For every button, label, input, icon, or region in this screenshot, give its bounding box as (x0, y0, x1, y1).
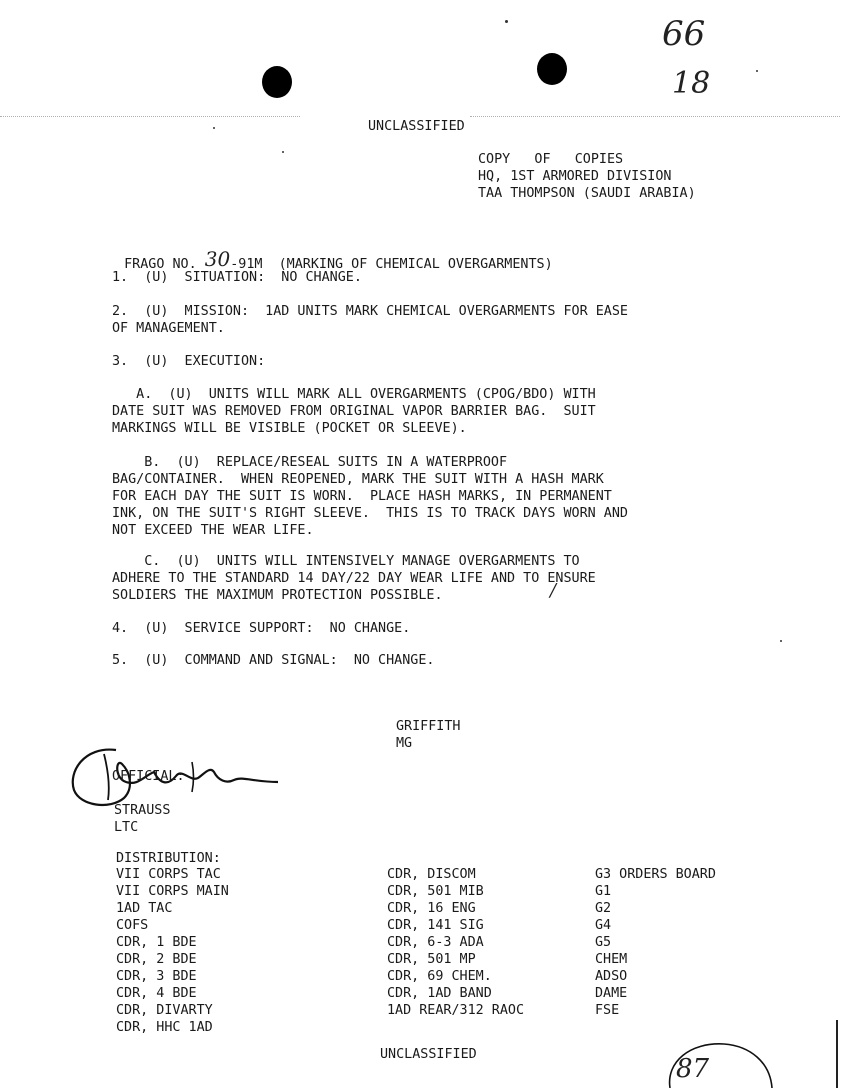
official-rank: LTC (114, 820, 139, 835)
classification-bottom: UNCLASSIFIED (380, 1047, 477, 1062)
paragraph-3b-line-2: BAG/CONTAINER. WHEN REOPENED, MARK THE SUIT WITH A HASH MARK (112, 472, 604, 487)
punch-hole-left (262, 66, 292, 98)
distribution-item: CDR, 1AD BAND (387, 986, 492, 1001)
commander-rank: MG (396, 736, 413, 751)
distribution-item: CHEM (595, 952, 628, 967)
paragraph-3b-line-1: B. (U) REPLACE/RESEAL SUITS IN A WATERPROOF (112, 455, 508, 470)
paragraph-3b-line-4: INK, ON THE SUIT'S RIGHT SLEEVE. THIS IS TO TRACK DAYS WORN AND (112, 506, 628, 521)
paragraph-3b-line-3: FOR EACH DAY THE SUIT IS WORN. PLACE HASH MARKS, IN PERMANENT (112, 489, 612, 504)
distribution-item: CDR, 16 ENG (387, 901, 476, 916)
paragraph-3a-line-2: DATE SUIT WAS REMOVED FROM ORIGINAL VAPOR BARRIER BAG. SUIT (112, 404, 596, 419)
handwritten-check-mark: / (550, 580, 557, 601)
official-name: STRAUSS (114, 803, 171, 818)
distribution-item: VII CORPS MAIN (116, 884, 229, 899)
paragraph-2-line-2: OF MANAGEMENT. (112, 321, 225, 336)
distribution-item: 1AD TAC (116, 901, 173, 916)
scan-speck (213, 127, 215, 129)
punch-hole-right (537, 53, 567, 85)
handwritten-page-mark-top: 66 (662, 14, 706, 54)
distribution-item: ADSO (595, 969, 628, 984)
paragraph-1-situation: 1. (U) SITUATION: NO CHANGE. (112, 270, 362, 285)
distribution-item: CDR, 6-3 ADA (387, 935, 484, 950)
commander-name: GRIFFITH (396, 719, 461, 734)
distribution-column-2 (387, 866, 524, 1019)
paragraph-3a-line-1: A. (U) UNITS WILL MARK ALL OVERGARMENTS (CPOG/BDO) WITH (112, 387, 596, 402)
scan-margin-bar (836, 1020, 838, 1088)
distribution-item: CDR, 501 MP (387, 952, 476, 967)
official-label: OFFICIAL: (112, 769, 185, 784)
copy-line: COPY OF COPIES (478, 152, 624, 167)
frago-suffix: -91M (MARKING OF CHEMICAL OVERGARMENTS) (230, 257, 553, 272)
distribution-column-1 (116, 866, 229, 1036)
distribution-item: CDR, 141 SIG (387, 918, 484, 933)
scan-speck (756, 70, 758, 72)
location-line: TAA THOMPSON (SAUDI ARABIA) (478, 186, 696, 201)
distribution-column-3 (595, 866, 716, 1019)
paragraph-3a-line-3: MARKINGS WILL BE VISIBLE (POCKET OR SLEEVE). (112, 421, 467, 436)
frago-prefix: FRAGO NO. (124, 257, 197, 272)
distribution-item: CDR, HHC 1AD (116, 1020, 213, 1035)
distribution-item: CDR, 4 BDE (116, 986, 197, 1001)
classification-top: UNCLASSIFIED (368, 119, 465, 134)
scan-dotted-line-right (470, 116, 840, 117)
distribution-item: 1AD REAR/312 RAOC (387, 1003, 525, 1018)
distribution-item: CDR, 3 BDE (116, 969, 197, 984)
paragraph-3c-line-3: SOLDIERS THE MAXIMUM PROTECTION POSSIBLE. (112, 588, 443, 603)
frago-title (108, 236, 553, 273)
paragraph-3c-line-2: ADHERE TO THE STANDARD 14 DAY/22 DAY WEAR LIFE AND TO ENSURE (112, 571, 596, 586)
distribution-item: CDR, DISCOM (387, 867, 476, 882)
distribution-item: G3 ORDERS BOARD (595, 867, 716, 882)
scan-speck (505, 20, 508, 23)
distribution-item: G4 (595, 918, 612, 933)
paragraph-3b-line-5: NOT EXCEED THE WEAR LIFE. (112, 523, 314, 538)
distribution-item: G1 (595, 884, 612, 899)
scan-dotted-line-left (0, 116, 300, 117)
scan-speck (780, 640, 782, 642)
distribution-item: DAME (595, 986, 628, 1001)
distribution-item: FSE (595, 1003, 620, 1018)
distribution-item: CDR, 2 BDE (116, 952, 197, 967)
distribution-label: DISTRIBUTION: (116, 851, 221, 866)
paragraph-4-service-support: 4. (U) SERVICE SUPPORT: NO CHANGE. (112, 621, 411, 636)
distribution-item: CDR, DIVARTY (116, 1003, 213, 1018)
distribution-item: CDR, 501 MIB (387, 884, 484, 899)
distribution-item: CDR, 69 CHEM. (387, 969, 492, 984)
hq-line: HQ, 1ST ARMORED DIVISION (478, 169, 672, 184)
distribution-item: G2 (595, 901, 612, 916)
paragraph-3c-line-1: C. (U) UNITS WILL INTENSIVELY MANAGE OVERGARMENTS TO (112, 554, 580, 569)
handwritten-frago-number: 30 (204, 247, 231, 271)
handwritten-folio-mark: 18 (672, 66, 711, 101)
paragraph-3-execution: 3. (U) EXECUTION: (112, 354, 266, 369)
paragraph-5-command-signal: 5. (U) COMMAND AND SIGNAL: NO CHANGE. (112, 653, 435, 668)
scan-speck (282, 151, 284, 153)
distribution-item: G5 (595, 935, 612, 950)
distribution-item: CDR, 1 BDE (116, 935, 197, 950)
handwritten-page-number: 87 (676, 1054, 710, 1084)
paragraph-2-line-1: 2. (U) MISSION: 1AD UNITS MARK CHEMICAL OVERGARMENTS FOR EASE (112, 304, 628, 319)
distribution-item: VII CORPS TAC (116, 867, 221, 882)
distribution-item: COFS (116, 918, 149, 933)
